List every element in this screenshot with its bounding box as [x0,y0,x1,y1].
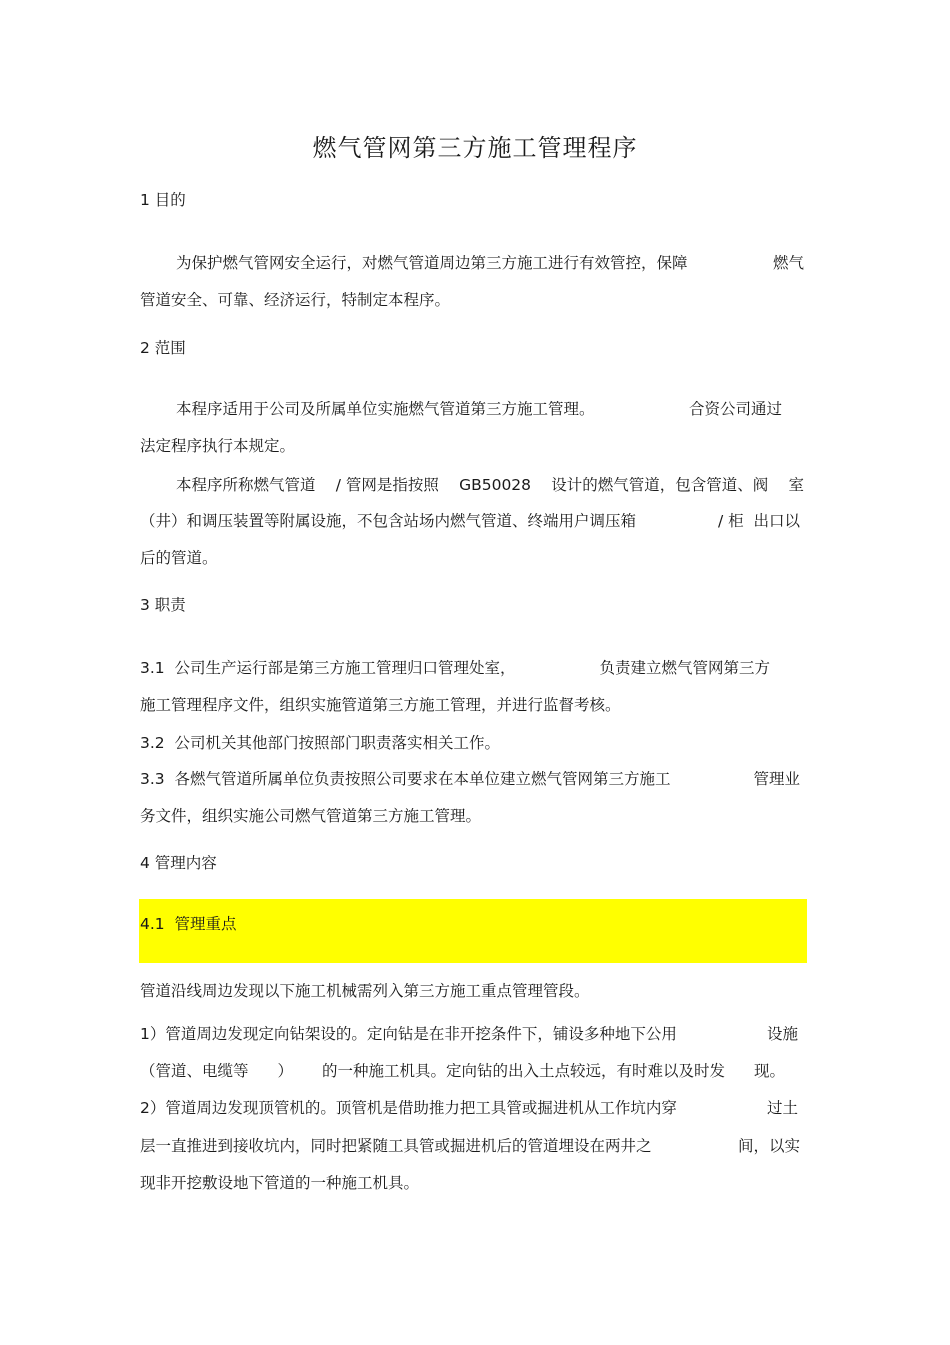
section-3-item-3-line-2: 务文件，组织实施公司燃气管道第三方施工管理。 [140,807,482,825]
section-3-item-1-line-2: 施工管理程序文件，组织实施管道第三方施工管理，并进行监督考核。 [140,696,621,714]
section-2-paragraph-line-5: 后的管道。 [140,549,218,567]
list-item-1-line-2: （管道、电缆等 ） 的一种施工机具。定向钻的出入土点较远，有时难以及时发 现。 [140,1062,785,1080]
section-3-item-2: 3.2 公司机关其他部门按照部门职责落实相关工作。 [140,734,501,752]
section-2-paragraph-line-3: 本程序所称燃气管道 / 管网是指按照 GB50028 设计的燃气管道，包含管道、阀 室 [176,476,804,494]
subsection-4-1-heading: 4.1 管理重点 [140,915,237,933]
list-item-2-line-2: 层一直推进到接收坑内，同时把紧随工具管或掘进机后的管道埋设在两井之 间，以实 [140,1137,800,1155]
section-1-heading: 1 目的 [140,191,186,209]
section-4-intro: 管道沿线周边发现以下施工机械需列入第三方施工重点管理管段。 [140,982,590,1000]
section-2-heading: 2 范围 [140,339,186,357]
section-4-heading: 4 管理内容 [140,854,217,872]
section-3-item-1-line-1: 3.1 公司生产运行部是第三方施工管理归口管理处室， 负责建立燃气管网第三方 [140,659,770,677]
section-2-paragraph-line-2: 法定程序执行本规定。 [140,437,296,455]
highlight-band [139,899,807,963]
list-item-1-line-1: 1）管道周边发现定向钻架设的。定向钻是在非开挖条件下，铺设多种地下公用 设施 [140,1025,798,1043]
section-1-paragraph-line-1: 为保护燃气管网安全运行，对燃气管道周边第三方施工进行有效管控，保障 燃气 [176,254,804,272]
list-item-2-line-1: 2）管道周边发现顶管机的。顶管机是借助推力把工具管或掘进机从工作坑内穿 过土 [140,1099,798,1117]
list-item-2-line-3: 现非开挖敷设地下管道的一种施工机具。 [140,1174,420,1192]
section-3-heading: 3 职责 [140,596,186,614]
section-2-paragraph-line-4: （井）和调压装置等附属设施，不包含站场内燃气管道、终端用户调压箱 / 柜 出口以 [140,512,800,530]
section-1-paragraph-line-2: 管道安全、可靠、经济运行，特制定本程序。 [140,291,451,309]
section-3-item-3-line-1: 3.3 各燃气管道所属单位负责按照公司要求在本单位建立燃气管网第三方施工 管理业 [140,770,800,788]
section-2-paragraph-line-1: 本程序适用于公司及所属单位实施燃气管道第三方施工管理。 合资公司通过 [176,400,782,418]
document-title: 燃气管网第三方施工管理程序 [312,134,638,162]
